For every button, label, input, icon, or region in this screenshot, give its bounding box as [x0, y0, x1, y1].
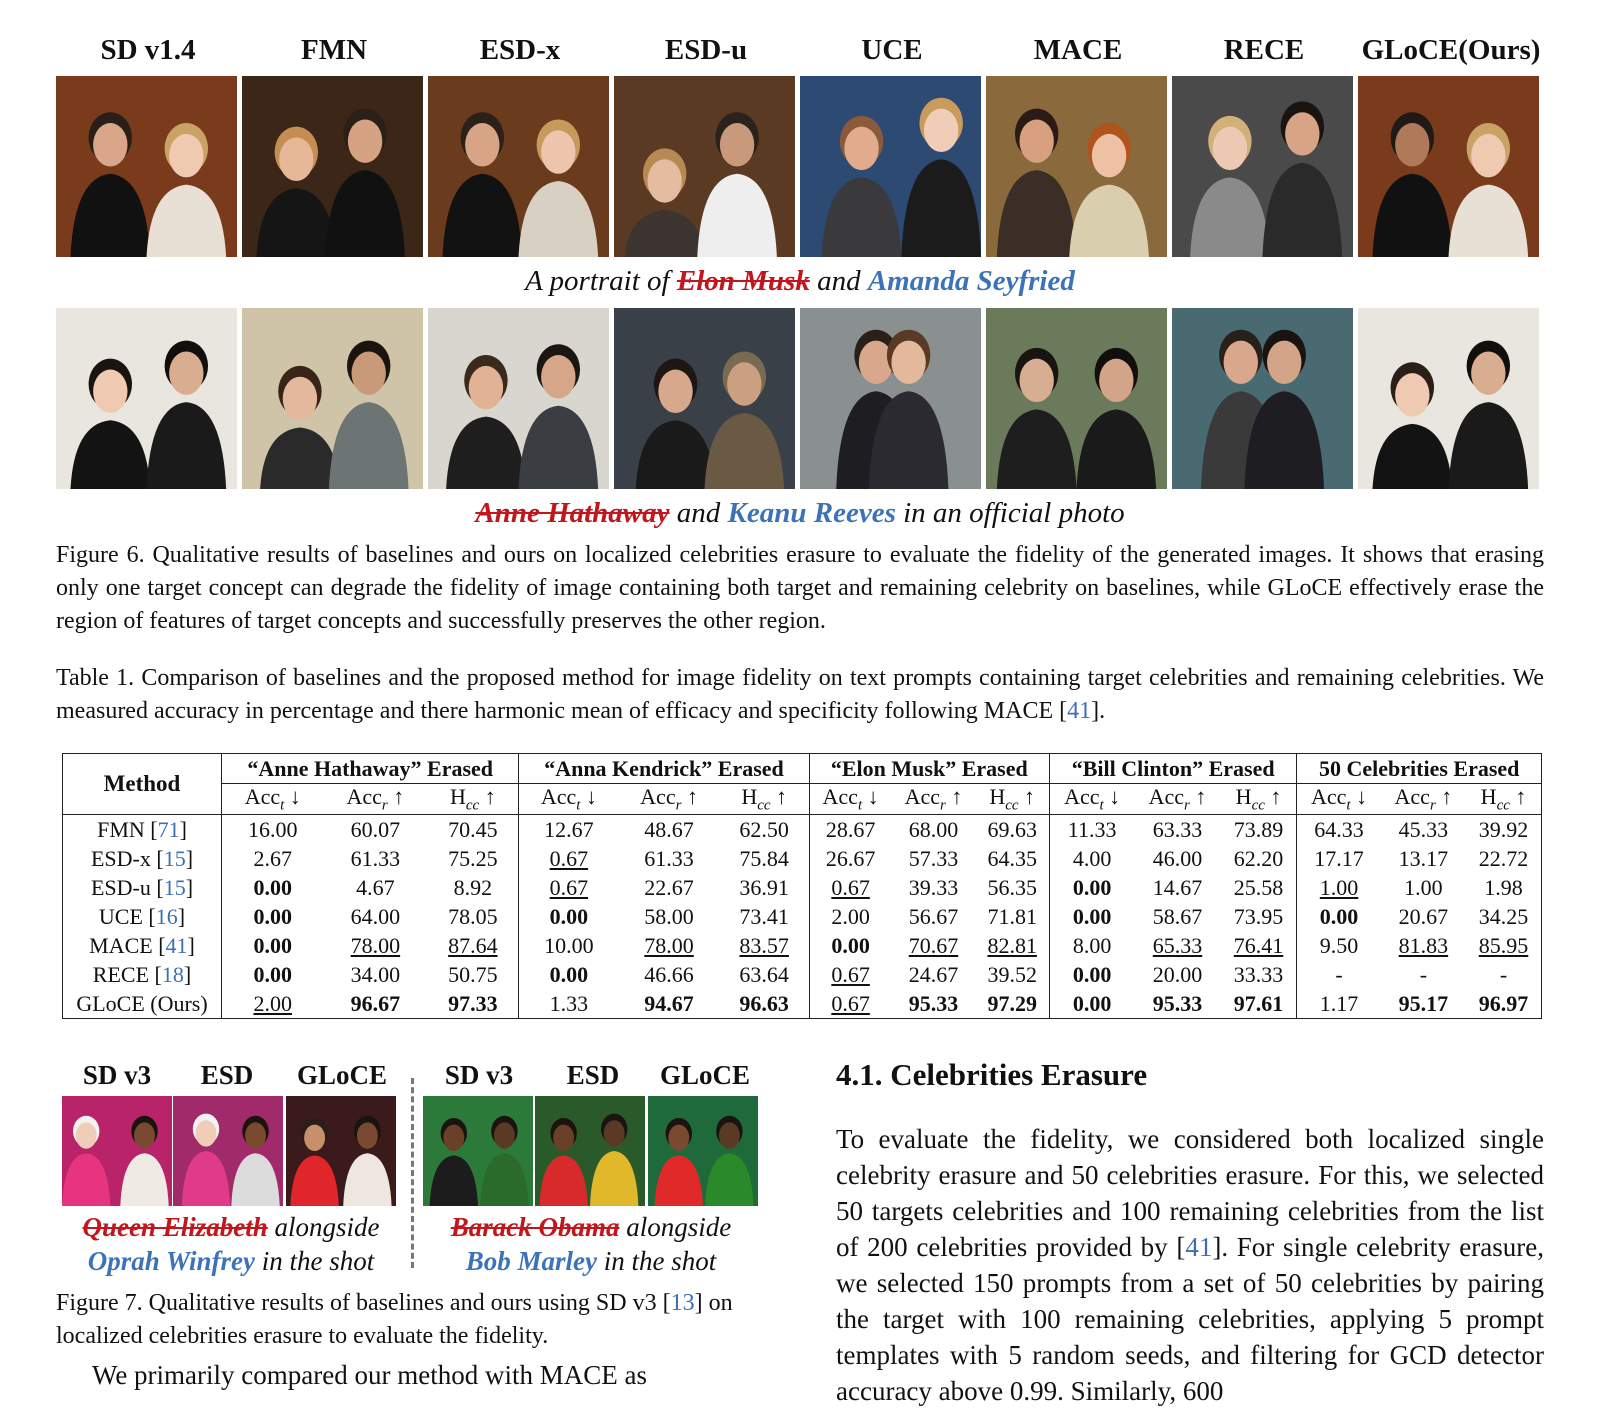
metric-header: Acc$_r$ ↑ — [346, 784, 405, 814]
table-cell: 0.00 — [1049, 960, 1134, 989]
fig6-col-title-esdx: ESD-x — [479, 34, 561, 66]
table-cell: 95.17 — [1398, 990, 1449, 1016]
fig6-col-title-mace: MACE — [1033, 34, 1123, 66]
table-cell: 95.33 — [908, 990, 959, 1016]
table-cell: 71.81 — [987, 903, 1037, 929]
table-row — [63, 873, 1542, 902]
table-row — [63, 960, 1542, 989]
table-cell: 26.67 — [809, 844, 891, 873]
table-cell: 8.00 — [1049, 931, 1134, 960]
table-cell: 82.81 — [987, 932, 1037, 958]
table-cell: 0.00 — [1049, 873, 1134, 902]
table-cell: 1.00 — [1297, 873, 1381, 902]
table-cell: - — [1499, 961, 1508, 987]
fig6-col-title-sd14: SD v1.4 — [100, 34, 196, 66]
metric-header: $H_{cc}$ ↑ — [1480, 784, 1527, 814]
kept-concept: Keanu Reeves — [727, 497, 896, 529]
citation-link[interactable]: 16 — [155, 903, 178, 929]
citation-link[interactable]: 71 — [157, 816, 180, 842]
table-cell: 16.00 — [222, 815, 324, 845]
erased-concept: Anne Hathaway — [475, 497, 670, 529]
citation-link[interactable]: 41 — [165, 932, 188, 958]
kept-concept: Amanda Seyfried — [867, 265, 1075, 297]
table-cell: 34.25 — [1478, 903, 1529, 929]
table-row — [63, 815, 1542, 845]
fig7-title-sdv3-left: SD v3 — [82, 1060, 152, 1090]
table-cell: 76.41 — [1233, 932, 1284, 958]
table-cell: 0.00 — [222, 931, 324, 960]
table-cell: 28.67 — [809, 815, 891, 845]
method-name-cell: RECE [18] — [92, 961, 192, 987]
table1-caption: Table 1. Comparison of baselines and the proposed method for image fidelity on text prompts containing target celebrities and remaining celebrities. We measured accuracy in percentage and there harmonic mean of efficacy and specificity following MACE [41]. — [56, 665, 1544, 724]
table-cell: 58.67 — [1152, 903, 1203, 929]
table-cell: 94.67 — [644, 990, 694, 1016]
table-cell: 0.00 — [1049, 989, 1134, 1019]
table-cell: 97.29 — [987, 990, 1037, 1016]
metric-header: Acc$_r$ ↑ — [640, 784, 698, 814]
table-cell: 14.67 — [1152, 874, 1203, 900]
table-cell: 0.00 — [809, 931, 891, 960]
row2-image-mace — [986, 308, 1167, 489]
kept-concept: Bob Marley — [465, 1246, 597, 1276]
table-cell: 20.67 — [1398, 903, 1449, 929]
table-cell: 69.63 — [975, 815, 1049, 845]
table-cell: 22.72 — [1478, 845, 1529, 871]
table-cell: 0.00 — [519, 960, 619, 989]
table-cell: 61.33 — [350, 845, 401, 871]
table-cell: 64.35 — [987, 845, 1037, 871]
row2-image-sd-v1-4 — [56, 308, 237, 489]
table-cell: 2.67 — [222, 844, 324, 873]
table-cell: 96.97 — [1478, 990, 1529, 1016]
table-cell: 73.41 — [739, 903, 789, 929]
row2-image-gloce-ours- — [1358, 308, 1539, 489]
method-name-cell: ESD-x [15] — [90, 845, 194, 871]
table-cell: 0.00 — [222, 960, 324, 989]
table-cell: 96.63 — [739, 990, 789, 1016]
fig7-image-esd-right — [535, 1096, 645, 1206]
fig6-row1-prompt: A portrait of Elon Musk and Amanda Seyfried — [525, 265, 1075, 297]
citation-link[interactable]: 41 — [1185, 1232, 1213, 1262]
section-title: 4.1. Celebrities Erasure — [836, 1057, 1148, 1092]
table-cell: 97.61 — [1233, 990, 1284, 1016]
citation-link[interactable]: 15 — [163, 874, 186, 900]
table-cell: 33.33 — [1233, 961, 1284, 987]
figure7-caption: Figure 7. Qualitative results of baselines and ours using SD v3 [13] on localized celebrities erasure to evaluate the fidelity. — [56, 1290, 733, 1349]
group-header: “Anne Hathaway” Erased — [222, 754, 519, 784]
table-cell: 17.17 — [1297, 844, 1381, 873]
fig6-col-title-uce: UCE — [861, 34, 923, 66]
metric-header: $H_{cc}$ ↑ — [449, 784, 496, 814]
table-cell: 1.17 — [1297, 989, 1381, 1019]
metric-header: Acc$_r$ ↑ — [904, 784, 963, 814]
fig7-image-gloce-right — [648, 1096, 758, 1206]
table-cell: 64.33 — [1297, 815, 1381, 845]
fig6-col-title-esdu: ESD-u — [664, 34, 748, 66]
table-cell: 12.67 — [519, 815, 619, 845]
metric-header: $H_{cc}$ ↑ — [989, 784, 1036, 814]
table-cell: 62.50 — [720, 815, 809, 845]
metric-header: Acc$_r$ ↑ — [1148, 784, 1207, 814]
metric-header: Acc$_t$ ↓ — [809, 784, 891, 815]
row1-image-fmn — [242, 76, 423, 257]
table-cell: 73.95 — [1233, 903, 1284, 929]
table-cell: 9.50 — [1297, 931, 1381, 960]
table-cell: 56.35 — [987, 874, 1037, 900]
row2-image-uce — [800, 308, 981, 489]
table-cell: 4.00 — [1049, 844, 1134, 873]
table-cell: 78.05 — [448, 903, 498, 929]
results-table — [62, 753, 1542, 1019]
table-cell: 78.00 — [644, 932, 694, 958]
table-cell: 24.67 — [908, 961, 959, 987]
figure7-divider — [411, 1078, 414, 1268]
table-cell: 64.00 — [350, 903, 401, 929]
fig7-left-prompt: Queen Elizabeth alongside Oprah Winfrey in the shot — [82, 1212, 380, 1276]
table-cell: 61.33 — [644, 845, 694, 871]
table-row — [63, 989, 1542, 1019]
table-cell: 50.75 — [448, 961, 498, 987]
citation-link[interactable]: 13 — [670, 1290, 695, 1316]
erased-concept: Barack Obama — [450, 1212, 620, 1242]
table-cell: 2.00 — [809, 902, 891, 931]
table-cell: 0.00 — [519, 902, 619, 931]
fig7-title-gloce-right: GLoCE — [659, 1060, 751, 1090]
table-cell: 63.64 — [739, 961, 789, 987]
table-row — [63, 902, 1542, 931]
metric-header: $H_{cc}$ ↑ — [1235, 784, 1282, 814]
fig7-title-sdv3-right: SD v3 — [444, 1060, 514, 1090]
table-cell: 0.00 — [1297, 902, 1381, 931]
method-name-cell: MACE [41] — [89, 932, 195, 958]
row1-image-uce — [800, 76, 981, 257]
table-cell: 70.67 — [908, 932, 959, 958]
table-cell: 58.00 — [644, 903, 694, 929]
table-cell: 96.67 — [350, 990, 401, 1016]
table-cell: - — [1297, 960, 1381, 989]
table-cell: 0.00 — [222, 902, 324, 931]
table-cell: 0.67 — [809, 989, 891, 1019]
table-cell: 0.67 — [519, 844, 619, 873]
fig6-col-title-gloce: GLoCE(Ours) — [1361, 34, 1541, 66]
group-header: “Elon Musk” Erased — [809, 754, 1049, 784]
table-cell: 75.25 — [448, 845, 498, 871]
row1-image-rece — [1172, 76, 1353, 257]
table-cell: 36.91 — [739, 874, 789, 900]
fig7-image-sdv3-right — [423, 1096, 533, 1206]
table-cell: 0.67 — [809, 873, 891, 902]
table-cell: 65.33 — [1152, 932, 1203, 958]
table-cell: 57.33 — [908, 845, 959, 871]
table-cell: 56.67 — [908, 903, 959, 929]
group-header: 50 Celebrities Erased — [1297, 754, 1542, 784]
table-cell: 46.66 — [644, 961, 694, 987]
citation-link[interactable]: 18 — [161, 961, 184, 987]
metric-header: Acc$_t$ ↓ — [1297, 784, 1381, 815]
table-cell: 75.84 — [739, 845, 789, 871]
fig7-image-sdv3-left — [62, 1096, 172, 1206]
row1-image-esd-x — [428, 76, 609, 257]
table-cell: 1.33 — [519, 989, 619, 1019]
table-cell: 2.00 — [222, 989, 324, 1019]
table-cell: 4.67 — [356, 874, 395, 900]
table-cell: - — [1419, 961, 1428, 987]
method-name-cell: FMN [71] — [63, 815, 222, 845]
table-cell: 87.64 — [448, 932, 498, 958]
cut-off-text-line: We primarily compared our method with MACE as — [92, 1360, 647, 1390]
table-cell: 39.92 — [1466, 815, 1541, 845]
table-cell: 0.67 — [809, 960, 891, 989]
table-cell: 22.67 — [644, 874, 694, 900]
table-cell: 63.33 — [1134, 815, 1220, 845]
table-cell: 83.57 — [739, 932, 789, 958]
table-cell: 68.00 — [892, 815, 976, 845]
fig7-title-gloce-left: GLoCE — [296, 1060, 388, 1090]
metric-header: Acc$_t$ ↓ — [222, 784, 324, 815]
erased-concept: Queen Elizabeth — [82, 1212, 268, 1242]
row2-image-rece — [1172, 308, 1353, 489]
table-row — [63, 844, 1542, 873]
table-row — [63, 931, 1542, 960]
group-header: “Anna Kendrick” Erased — [519, 754, 809, 784]
metric-header: Acc$_t$ ↓ — [1049, 784, 1134, 815]
row1-image-gloce-ours- — [1358, 76, 1539, 257]
table-cell: 1.00 — [1404, 874, 1443, 900]
fig6-row2-prompt: Anne Hathaway and Keanu Reeves in an official photo — [475, 497, 1125, 529]
table-cell: 10.00 — [519, 931, 619, 960]
row1-image-mace — [986, 76, 1167, 257]
metric-header: Acc$_t$ ↓ — [519, 784, 619, 815]
row1-image-sd-v1-4 — [56, 76, 237, 257]
fig6-col-title-fmn: FMN — [300, 34, 368, 66]
table-cell: 25.58 — [1233, 874, 1284, 900]
table-cell: 78.00 — [350, 932, 401, 958]
fig7-title-esd-right: ESD — [566, 1060, 620, 1090]
table-cell: 81.83 — [1398, 932, 1449, 958]
table-cell: 48.67 — [618, 815, 719, 845]
method-name-cell: UCE [16] — [98, 903, 186, 929]
table-cell: 1.98 — [1484, 874, 1523, 900]
table-cell: 39.52 — [987, 961, 1037, 987]
table-cell: 20.00 — [1152, 961, 1203, 987]
metric-header: Acc$_r$ ↑ — [1394, 784, 1453, 814]
row2-image-esd-u — [614, 308, 795, 489]
row2-image-fmn — [242, 308, 423, 489]
group-header: “Bill Clinton” Erased — [1049, 754, 1296, 784]
table-cell: 95.33 — [1152, 990, 1203, 1016]
table-cell: 11.33 — [1049, 815, 1134, 845]
figure6-caption: Figure 6. Qualitative results of baselines and ours on localized celebrities erasure to evaluate the fidelity of the generated images. It shows that erasing only one target concept can degrade the fidelity of image containing both target and remaining celebrity on baselines, while GLoCE effectively erase the region of features of target concepts and successfully preserves the other region. — [56, 542, 1544, 634]
fig7-right-prompt: Barack Obama alongside Bob Marley in the shot — [450, 1212, 732, 1276]
method-name-cell: ESD-u [15] — [90, 874, 194, 900]
table-cell: 39.33 — [908, 874, 959, 900]
table-cell: 97.33 — [448, 990, 498, 1016]
citation-link[interactable]: 41 — [1067, 698, 1092, 724]
section-paragraph: To evaluate the fidelity, we considered both localized single celebrity erasure and 50 celebrities erasure. For this, we selected 50 targets celebrities and 100 remaining celebrities from the list of 200 celebrities provided by [41]. For single celebrity erasure, we selected 150 prompts from a set of 50 celebrities by pairing the target with 100 remaining celebrities, applying 5 prompt templates with 5 random seeds, and filtering for GCD detector accuracy above 0.99. Similarly, 600 — [836, 1124, 1544, 1406]
table-cell: 62.20 — [1233, 845, 1284, 871]
fig7-image-esd-left — [173, 1096, 283, 1206]
method-name-cell: GLoCE (Ours) — [76, 990, 208, 1016]
table-cell: 46.00 — [1152, 845, 1203, 871]
fig7-image-gloce-left — [286, 1096, 396, 1206]
metric-header: $H_{cc}$ ↑ — [741, 784, 788, 814]
fig6-col-title-rece: RECE — [1223, 34, 1305, 66]
table-cell: 8.92 — [453, 874, 493, 900]
row1-image-esd-u — [614, 76, 795, 257]
table-cell: 34.00 — [350, 961, 401, 987]
method-header: Method — [103, 771, 181, 797]
table-cell: 73.89 — [1221, 815, 1297, 845]
table-cell: 0.00 — [1049, 902, 1134, 931]
row2-image-esd-x — [428, 308, 609, 489]
erased-concept: Elon Musk — [676, 265, 810, 297]
table-cell: 13.17 — [1398, 845, 1449, 871]
table-cell: 60.07 — [323, 815, 427, 845]
kept-concept: Oprah Winfrey — [87, 1246, 256, 1276]
table-cell: 85.95 — [1478, 932, 1529, 958]
table-cell: 70.45 — [427, 815, 519, 845]
table-cell: 0.67 — [519, 873, 619, 902]
citation-link[interactable]: 15 — [163, 845, 186, 871]
table-cell: 0.00 — [222, 873, 324, 902]
table-cell: 45.33 — [1381, 815, 1466, 845]
fig7-title-esd-left: ESD — [200, 1060, 254, 1090]
